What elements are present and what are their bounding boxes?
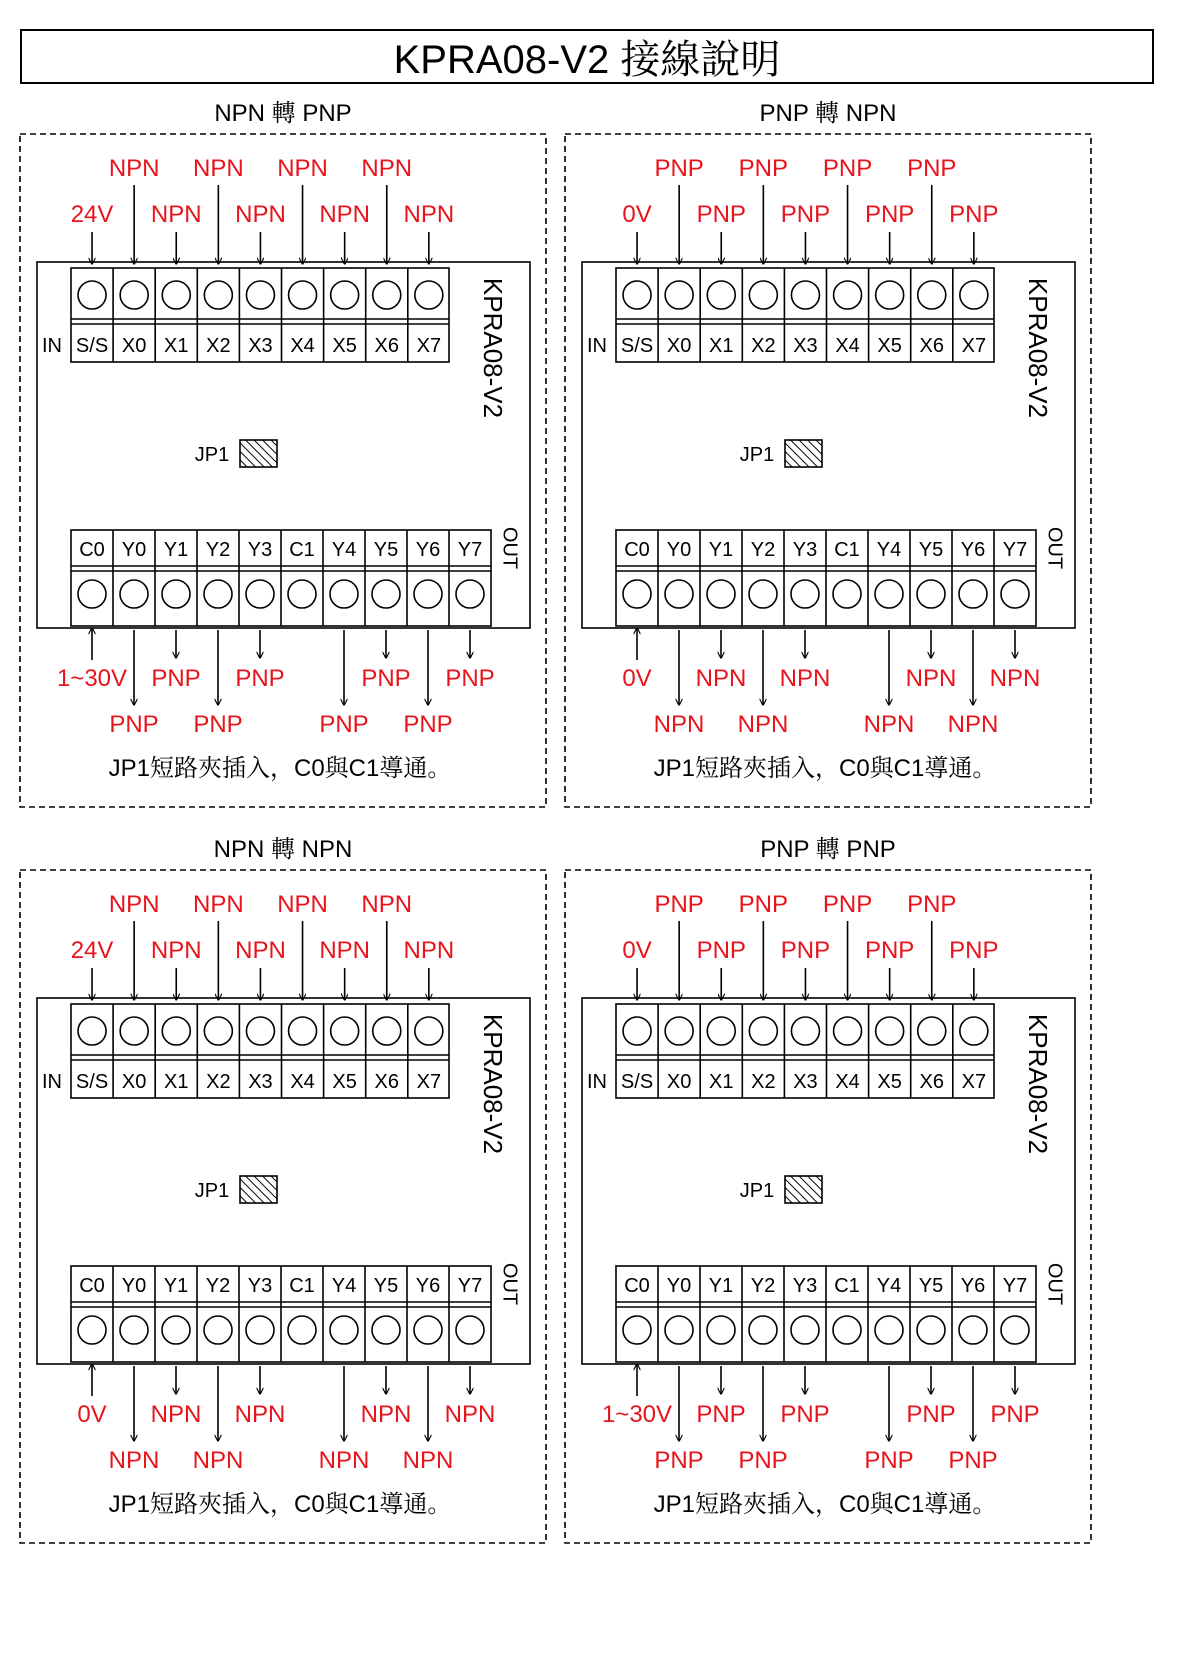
output-signal-label: NPN bbox=[192, 1447, 244, 1474]
screw-terminal-icon bbox=[204, 281, 232, 309]
screw-terminal-icon bbox=[456, 1316, 484, 1344]
input-signal-label: PNP bbox=[949, 937, 999, 964]
screw-terminal-icon bbox=[665, 281, 693, 309]
out-terminal-label: Y3 bbox=[792, 1275, 818, 1297]
out-terminal-label: C1 bbox=[289, 1275, 315, 1297]
output-signal-label: PNP bbox=[990, 1401, 1040, 1428]
output-signal-label: PNP bbox=[445, 665, 495, 692]
in-terminal-label: X2 bbox=[751, 1071, 776, 1093]
input-signal-label: PNP bbox=[907, 155, 957, 182]
input-signal-label: PNP bbox=[696, 201, 746, 228]
in-terminal-label: X0 bbox=[121, 335, 147, 357]
screw-terminal-icon bbox=[1001, 580, 1029, 608]
screw-terminal-icon bbox=[330, 580, 358, 608]
jumper-note: JP1短路夾插入，C0與C1導通。 bbox=[653, 1491, 997, 1518]
panel-frame bbox=[20, 870, 546, 1543]
panel-heading: NPN 轉 NPN bbox=[213, 836, 353, 863]
input-signal-label: 0V bbox=[622, 937, 652, 964]
jumper-label: JP1 bbox=[739, 444, 775, 466]
jumper-note: JP1短路夾插入，C0與C1導通。 bbox=[653, 755, 997, 782]
panel-frame bbox=[565, 870, 1091, 1543]
in-terminal-label: X0 bbox=[666, 335, 692, 357]
in-terminal-label: X3 bbox=[248, 1071, 273, 1093]
in-terminal-label: X6 bbox=[919, 335, 944, 357]
jumper-jp1-icon bbox=[785, 1176, 822, 1203]
input-signal-label: PNP bbox=[822, 155, 873, 182]
in-terminal-label: S/S bbox=[75, 335, 109, 357]
output-signal-label: PNP bbox=[151, 665, 201, 692]
out-terminal-label: Y2 bbox=[205, 539, 231, 561]
screw-terminal-icon bbox=[414, 580, 442, 608]
output-signal-label: PNP bbox=[948, 1447, 998, 1474]
output-signal-label: PNP bbox=[780, 1401, 830, 1428]
input-signal-label: 0V bbox=[622, 201, 652, 228]
input-signal-label: NPN bbox=[193, 891, 244, 918]
out-terminal-label: Y1 bbox=[708, 1275, 734, 1297]
screw-terminal-icon bbox=[204, 1017, 232, 1045]
screw-terminal-icon bbox=[162, 1017, 190, 1045]
in-terminal-label: X4 bbox=[835, 1071, 860, 1093]
screw-terminal-icon bbox=[875, 1316, 903, 1344]
screw-terminal-icon bbox=[373, 281, 401, 309]
screw-terminal-icon bbox=[289, 281, 317, 309]
in-terminal-label: X6 bbox=[374, 1071, 399, 1093]
in-label: IN bbox=[587, 1071, 607, 1093]
out-terminal-label: C0 bbox=[79, 1275, 105, 1297]
output-signal-label: PNP bbox=[654, 1447, 704, 1474]
screw-terminal-icon bbox=[373, 1017, 401, 1045]
screw-terminal-icon bbox=[623, 1017, 651, 1045]
screw-terminal-icon bbox=[78, 1017, 106, 1045]
screw-terminal-icon bbox=[162, 580, 190, 608]
in-terminal-label: S/S bbox=[620, 335, 654, 357]
out-terminal-label: C0 bbox=[79, 539, 105, 561]
out-terminal-label: Y6 bbox=[415, 539, 441, 561]
output-signal-label: NPN bbox=[905, 665, 957, 692]
in-label: IN bbox=[42, 1071, 62, 1093]
screw-terminal-icon bbox=[162, 281, 190, 309]
in-terminal-label: X6 bbox=[919, 1071, 944, 1093]
out-terminal-label: Y5 bbox=[918, 539, 944, 561]
jumper-label: JP1 bbox=[194, 1180, 230, 1202]
screw-terminal-icon bbox=[749, 281, 777, 309]
module-body bbox=[582, 998, 1075, 1364]
input-signal-label: PNP bbox=[864, 201, 915, 228]
out-label: OUT bbox=[498, 1262, 521, 1306]
screw-terminal-icon bbox=[289, 1017, 317, 1045]
supply-label: 1~30V bbox=[56, 665, 128, 692]
input-signal-label: PNP bbox=[907, 891, 957, 918]
screw-terminal-icon bbox=[204, 580, 232, 608]
input-signal-label: NPN bbox=[277, 891, 328, 918]
screw-terminal-icon bbox=[246, 1017, 274, 1045]
input-signal-label: NPN bbox=[403, 937, 455, 964]
input-signal-label: 24V bbox=[70, 937, 114, 964]
input-signal-label: PNP bbox=[696, 937, 746, 964]
in-terminal-label: X2 bbox=[206, 1071, 231, 1093]
screw-terminal-icon bbox=[78, 580, 106, 608]
screw-terminal-icon bbox=[331, 1017, 359, 1045]
screw-terminal-icon bbox=[749, 1316, 777, 1344]
output-signal-label: PNP bbox=[906, 1401, 956, 1428]
input-signal-label: PNP bbox=[822, 891, 873, 918]
in-terminal-label: X7 bbox=[416, 1071, 442, 1093]
screw-terminal-icon bbox=[918, 1017, 946, 1045]
in-terminal-label: X5 bbox=[332, 1071, 357, 1093]
module-model-label: KPRA08-V2 bbox=[478, 277, 509, 419]
screw-terminal-icon bbox=[623, 1316, 651, 1344]
in-terminal-label: X0 bbox=[121, 1071, 147, 1093]
screw-terminal-icon bbox=[415, 1017, 443, 1045]
screw-terminal-icon bbox=[120, 281, 148, 309]
in-terminal-label: X0 bbox=[666, 1071, 692, 1093]
output-signal-label: NPN bbox=[444, 1401, 496, 1428]
input-signal-label: NPN bbox=[108, 891, 160, 918]
output-signal-label: NPN bbox=[318, 1447, 370, 1474]
out-terminal-label: Y2 bbox=[205, 1275, 231, 1297]
in-terminal-label: S/S bbox=[620, 1071, 654, 1093]
input-signal-label: NPN bbox=[319, 937, 370, 964]
screw-terminal-icon bbox=[665, 1017, 693, 1045]
in-terminal-label: X4 bbox=[290, 1071, 315, 1093]
out-terminal-label: Y0 bbox=[121, 539, 147, 561]
screw-terminal-icon bbox=[749, 580, 777, 608]
screw-terminal-icon bbox=[120, 1316, 148, 1344]
wiring-panel-1 bbox=[20, 100, 546, 807]
screw-terminal-icon bbox=[246, 1316, 274, 1344]
screw-terminal-icon bbox=[749, 1017, 777, 1045]
screw-terminal-icon bbox=[791, 1017, 819, 1045]
jumper-note: JP1短路夾插入，C0與C1導通。 bbox=[108, 755, 452, 782]
input-signal-label: NPN bbox=[319, 201, 370, 228]
screw-terminal-icon bbox=[288, 580, 316, 608]
screw-terminal-icon bbox=[707, 1017, 735, 1045]
in-label: IN bbox=[587, 335, 607, 357]
out-terminal-label: Y7 bbox=[457, 539, 483, 561]
out-terminal-label: C1 bbox=[289, 539, 315, 561]
out-terminal-label: Y6 bbox=[415, 1275, 441, 1297]
in-terminal-label: X3 bbox=[793, 335, 818, 357]
screw-terminal-icon bbox=[288, 1316, 316, 1344]
panel-heading: PNP 轉 PNP bbox=[760, 836, 896, 863]
out-terminal-label: Y0 bbox=[666, 1275, 692, 1297]
output-signal-label: NPN bbox=[695, 665, 747, 692]
screw-terminal-icon bbox=[456, 580, 484, 608]
screw-terminal-icon bbox=[120, 580, 148, 608]
panel-frame bbox=[565, 134, 1091, 807]
input-signal-label: NPN bbox=[361, 155, 413, 182]
wiring-panel-4 bbox=[565, 836, 1091, 1543]
in-terminal-label: X1 bbox=[709, 1071, 734, 1093]
in-terminal-label: X4 bbox=[290, 335, 315, 357]
screw-terminal-icon bbox=[833, 580, 861, 608]
in-terminal-label: X2 bbox=[206, 335, 231, 357]
screw-terminal-icon bbox=[162, 1316, 190, 1344]
output-signal-label: PNP bbox=[361, 665, 411, 692]
input-signal-label: PNP bbox=[738, 155, 789, 182]
page-title: KPRA08-V2 接線說明 bbox=[20, 29, 1154, 84]
in-label: IN bbox=[42, 335, 62, 357]
supply-label: 0V bbox=[77, 1401, 107, 1428]
screw-terminal-icon bbox=[959, 1316, 987, 1344]
input-signal-label: NPN bbox=[403, 201, 455, 228]
output-signal-label: NPN bbox=[779, 665, 831, 692]
screw-terminal-icon bbox=[665, 1316, 693, 1344]
screw-terminal-icon bbox=[918, 281, 946, 309]
input-signal-label: PNP bbox=[654, 891, 704, 918]
out-terminal-label: Y2 bbox=[750, 1275, 776, 1297]
screw-terminal-icon bbox=[415, 281, 443, 309]
output-signal-label: NPN bbox=[863, 711, 915, 738]
screw-terminal-icon bbox=[372, 1316, 400, 1344]
out-terminal-label: C0 bbox=[624, 1275, 650, 1297]
in-terminal-label: X6 bbox=[374, 335, 399, 357]
out-terminal-label: Y0 bbox=[666, 539, 692, 561]
supply-label: 0V bbox=[622, 665, 652, 692]
screw-terminal-icon bbox=[791, 281, 819, 309]
out-terminal-label: Y6 bbox=[960, 1275, 986, 1297]
in-terminal-label: S/S bbox=[75, 1071, 109, 1093]
input-signal-label: NPN bbox=[277, 155, 328, 182]
screw-terminal-icon bbox=[917, 1316, 945, 1344]
jumper-note: JP1短路夾插入，C0與C1導通。 bbox=[108, 1491, 452, 1518]
input-signal-label: NPN bbox=[150, 201, 202, 228]
module-model-label: KPRA08-V2 bbox=[1023, 277, 1054, 419]
screw-terminal-icon bbox=[917, 580, 945, 608]
output-signal-label: PNP bbox=[319, 711, 369, 738]
out-terminal-label: Y0 bbox=[121, 1275, 147, 1297]
screw-terminal-icon bbox=[623, 281, 651, 309]
in-terminal-label: X7 bbox=[961, 335, 987, 357]
output-signal-label: NPN bbox=[234, 1401, 286, 1428]
wiring-panel-3 bbox=[20, 836, 546, 1543]
screw-terminal-icon bbox=[414, 1316, 442, 1344]
screw-terminal-icon bbox=[246, 580, 274, 608]
out-terminal-label: C1 bbox=[834, 1275, 860, 1297]
wiring-panel-2 bbox=[565, 100, 1091, 807]
out-terminal-label: Y5 bbox=[373, 539, 399, 561]
screw-terminal-icon bbox=[960, 1017, 988, 1045]
screw-terminal-icon bbox=[78, 1316, 106, 1344]
input-signal-label: PNP bbox=[864, 937, 915, 964]
module-body bbox=[582, 262, 1075, 628]
screw-terminal-icon bbox=[834, 281, 862, 309]
out-terminal-label: Y4 bbox=[331, 539, 357, 561]
screw-terminal-icon bbox=[330, 1316, 358, 1344]
jumper-label: JP1 bbox=[194, 444, 230, 466]
screw-terminal-icon bbox=[833, 1316, 861, 1344]
input-signal-label: 24V bbox=[70, 201, 114, 228]
jumper-label: JP1 bbox=[739, 1180, 775, 1202]
screw-terminal-icon bbox=[791, 1316, 819, 1344]
output-signal-label: PNP bbox=[193, 711, 243, 738]
input-signal-label: PNP bbox=[738, 891, 789, 918]
in-terminal-label: X5 bbox=[877, 335, 902, 357]
out-terminal-label: Y4 bbox=[331, 1275, 357, 1297]
out-terminal-label: Y3 bbox=[247, 1275, 273, 1297]
screw-terminal-icon bbox=[665, 580, 693, 608]
screw-terminal-icon bbox=[707, 580, 735, 608]
supply-label: 1~30V bbox=[601, 1401, 673, 1428]
screw-terminal-icon bbox=[960, 281, 988, 309]
screw-terminal-icon bbox=[876, 281, 904, 309]
in-terminal-label: X1 bbox=[164, 335, 189, 357]
panel-frame bbox=[20, 134, 546, 807]
output-signal-label: NPN bbox=[737, 711, 789, 738]
input-signal-label: PNP bbox=[780, 201, 831, 228]
out-label: OUT bbox=[498, 526, 521, 570]
in-terminal-label: X7 bbox=[961, 1071, 987, 1093]
in-terminal-label: X3 bbox=[793, 1071, 818, 1093]
out-terminal-label: Y5 bbox=[373, 1275, 399, 1297]
jumper-jp1-icon bbox=[240, 1176, 277, 1203]
out-terminal-label: Y4 bbox=[876, 1275, 902, 1297]
screw-terminal-icon bbox=[120, 1017, 148, 1045]
input-signal-label: NPN bbox=[150, 937, 202, 964]
output-signal-label: PNP bbox=[696, 1401, 746, 1428]
module-body bbox=[37, 262, 530, 628]
input-signal-label: NPN bbox=[361, 891, 413, 918]
panel-heading: PNP 轉 NPN bbox=[759, 100, 897, 127]
jumper-jp1-icon bbox=[240, 440, 277, 467]
output-signal-label: NPN bbox=[402, 1447, 454, 1474]
input-signal-label: NPN bbox=[235, 937, 286, 964]
input-signal-label: PNP bbox=[949, 201, 999, 228]
out-label: OUT bbox=[1043, 526, 1066, 570]
output-signal-label: NPN bbox=[150, 1401, 202, 1428]
out-terminal-label: Y7 bbox=[457, 1275, 483, 1297]
in-terminal-label: X4 bbox=[835, 335, 860, 357]
out-terminal-label: Y7 bbox=[1002, 539, 1028, 561]
module-model-label: KPRA08-V2 bbox=[1023, 1013, 1054, 1155]
in-terminal-label: X1 bbox=[164, 1071, 189, 1093]
out-terminal-label: Y2 bbox=[750, 539, 776, 561]
screw-terminal-icon bbox=[331, 281, 359, 309]
in-terminal-label: X7 bbox=[416, 335, 442, 357]
out-terminal-label: Y1 bbox=[163, 1275, 189, 1297]
screw-terminal-icon bbox=[834, 1017, 862, 1045]
output-signal-label: PNP bbox=[235, 665, 285, 692]
screw-terminal-icon bbox=[707, 1316, 735, 1344]
screw-terminal-icon bbox=[623, 580, 651, 608]
out-terminal-label: Y4 bbox=[876, 539, 902, 561]
output-signal-label: PNP bbox=[864, 1447, 914, 1474]
out-terminal-label: Y7 bbox=[1002, 1275, 1028, 1297]
in-terminal-label: X3 bbox=[248, 335, 273, 357]
out-terminal-label: Y5 bbox=[918, 1275, 944, 1297]
screw-terminal-icon bbox=[204, 1316, 232, 1344]
panel-heading: NPN 轉 PNP bbox=[214, 100, 352, 127]
output-signal-label: NPN bbox=[989, 665, 1041, 692]
input-signal-label: NPN bbox=[108, 155, 160, 182]
out-terminal-label: Y3 bbox=[247, 539, 273, 561]
out-terminal-label: Y6 bbox=[960, 539, 986, 561]
screw-terminal-icon bbox=[875, 580, 903, 608]
out-terminal-label: Y1 bbox=[708, 539, 734, 561]
screw-terminal-icon bbox=[246, 281, 274, 309]
input-signal-label: NPN bbox=[235, 201, 286, 228]
screw-terminal-icon bbox=[959, 580, 987, 608]
in-terminal-label: X1 bbox=[709, 335, 734, 357]
out-terminal-label: C1 bbox=[834, 539, 860, 561]
out-terminal-label: Y3 bbox=[792, 539, 818, 561]
in-terminal-label: X5 bbox=[332, 335, 357, 357]
output-signal-label: NPN bbox=[108, 1447, 160, 1474]
output-signal-label: PNP bbox=[403, 711, 453, 738]
in-terminal-label: X5 bbox=[877, 1071, 902, 1093]
screw-terminal-icon bbox=[791, 580, 819, 608]
out-terminal-label: Y1 bbox=[163, 539, 189, 561]
screw-terminal-icon bbox=[876, 1017, 904, 1045]
screw-terminal-icon bbox=[707, 281, 735, 309]
output-signal-label: PNP bbox=[738, 1447, 788, 1474]
input-signal-label: PNP bbox=[780, 937, 831, 964]
screw-terminal-icon bbox=[1001, 1316, 1029, 1344]
output-signal-label: NPN bbox=[947, 711, 999, 738]
module-body bbox=[37, 998, 530, 1364]
out-terminal-label: C0 bbox=[624, 539, 650, 561]
screw-terminal-icon bbox=[372, 580, 400, 608]
input-signal-label: NPN bbox=[193, 155, 244, 182]
out-label: OUT bbox=[1043, 1262, 1066, 1306]
output-signal-label: NPN bbox=[653, 711, 705, 738]
screw-terminal-icon bbox=[78, 281, 106, 309]
input-signal-label: PNP bbox=[654, 155, 704, 182]
jumper-jp1-icon bbox=[785, 440, 822, 467]
in-terminal-label: X2 bbox=[751, 335, 776, 357]
module-model-label: KPRA08-V2 bbox=[478, 1013, 509, 1155]
output-signal-label: PNP bbox=[109, 711, 159, 738]
output-signal-label: NPN bbox=[360, 1401, 412, 1428]
